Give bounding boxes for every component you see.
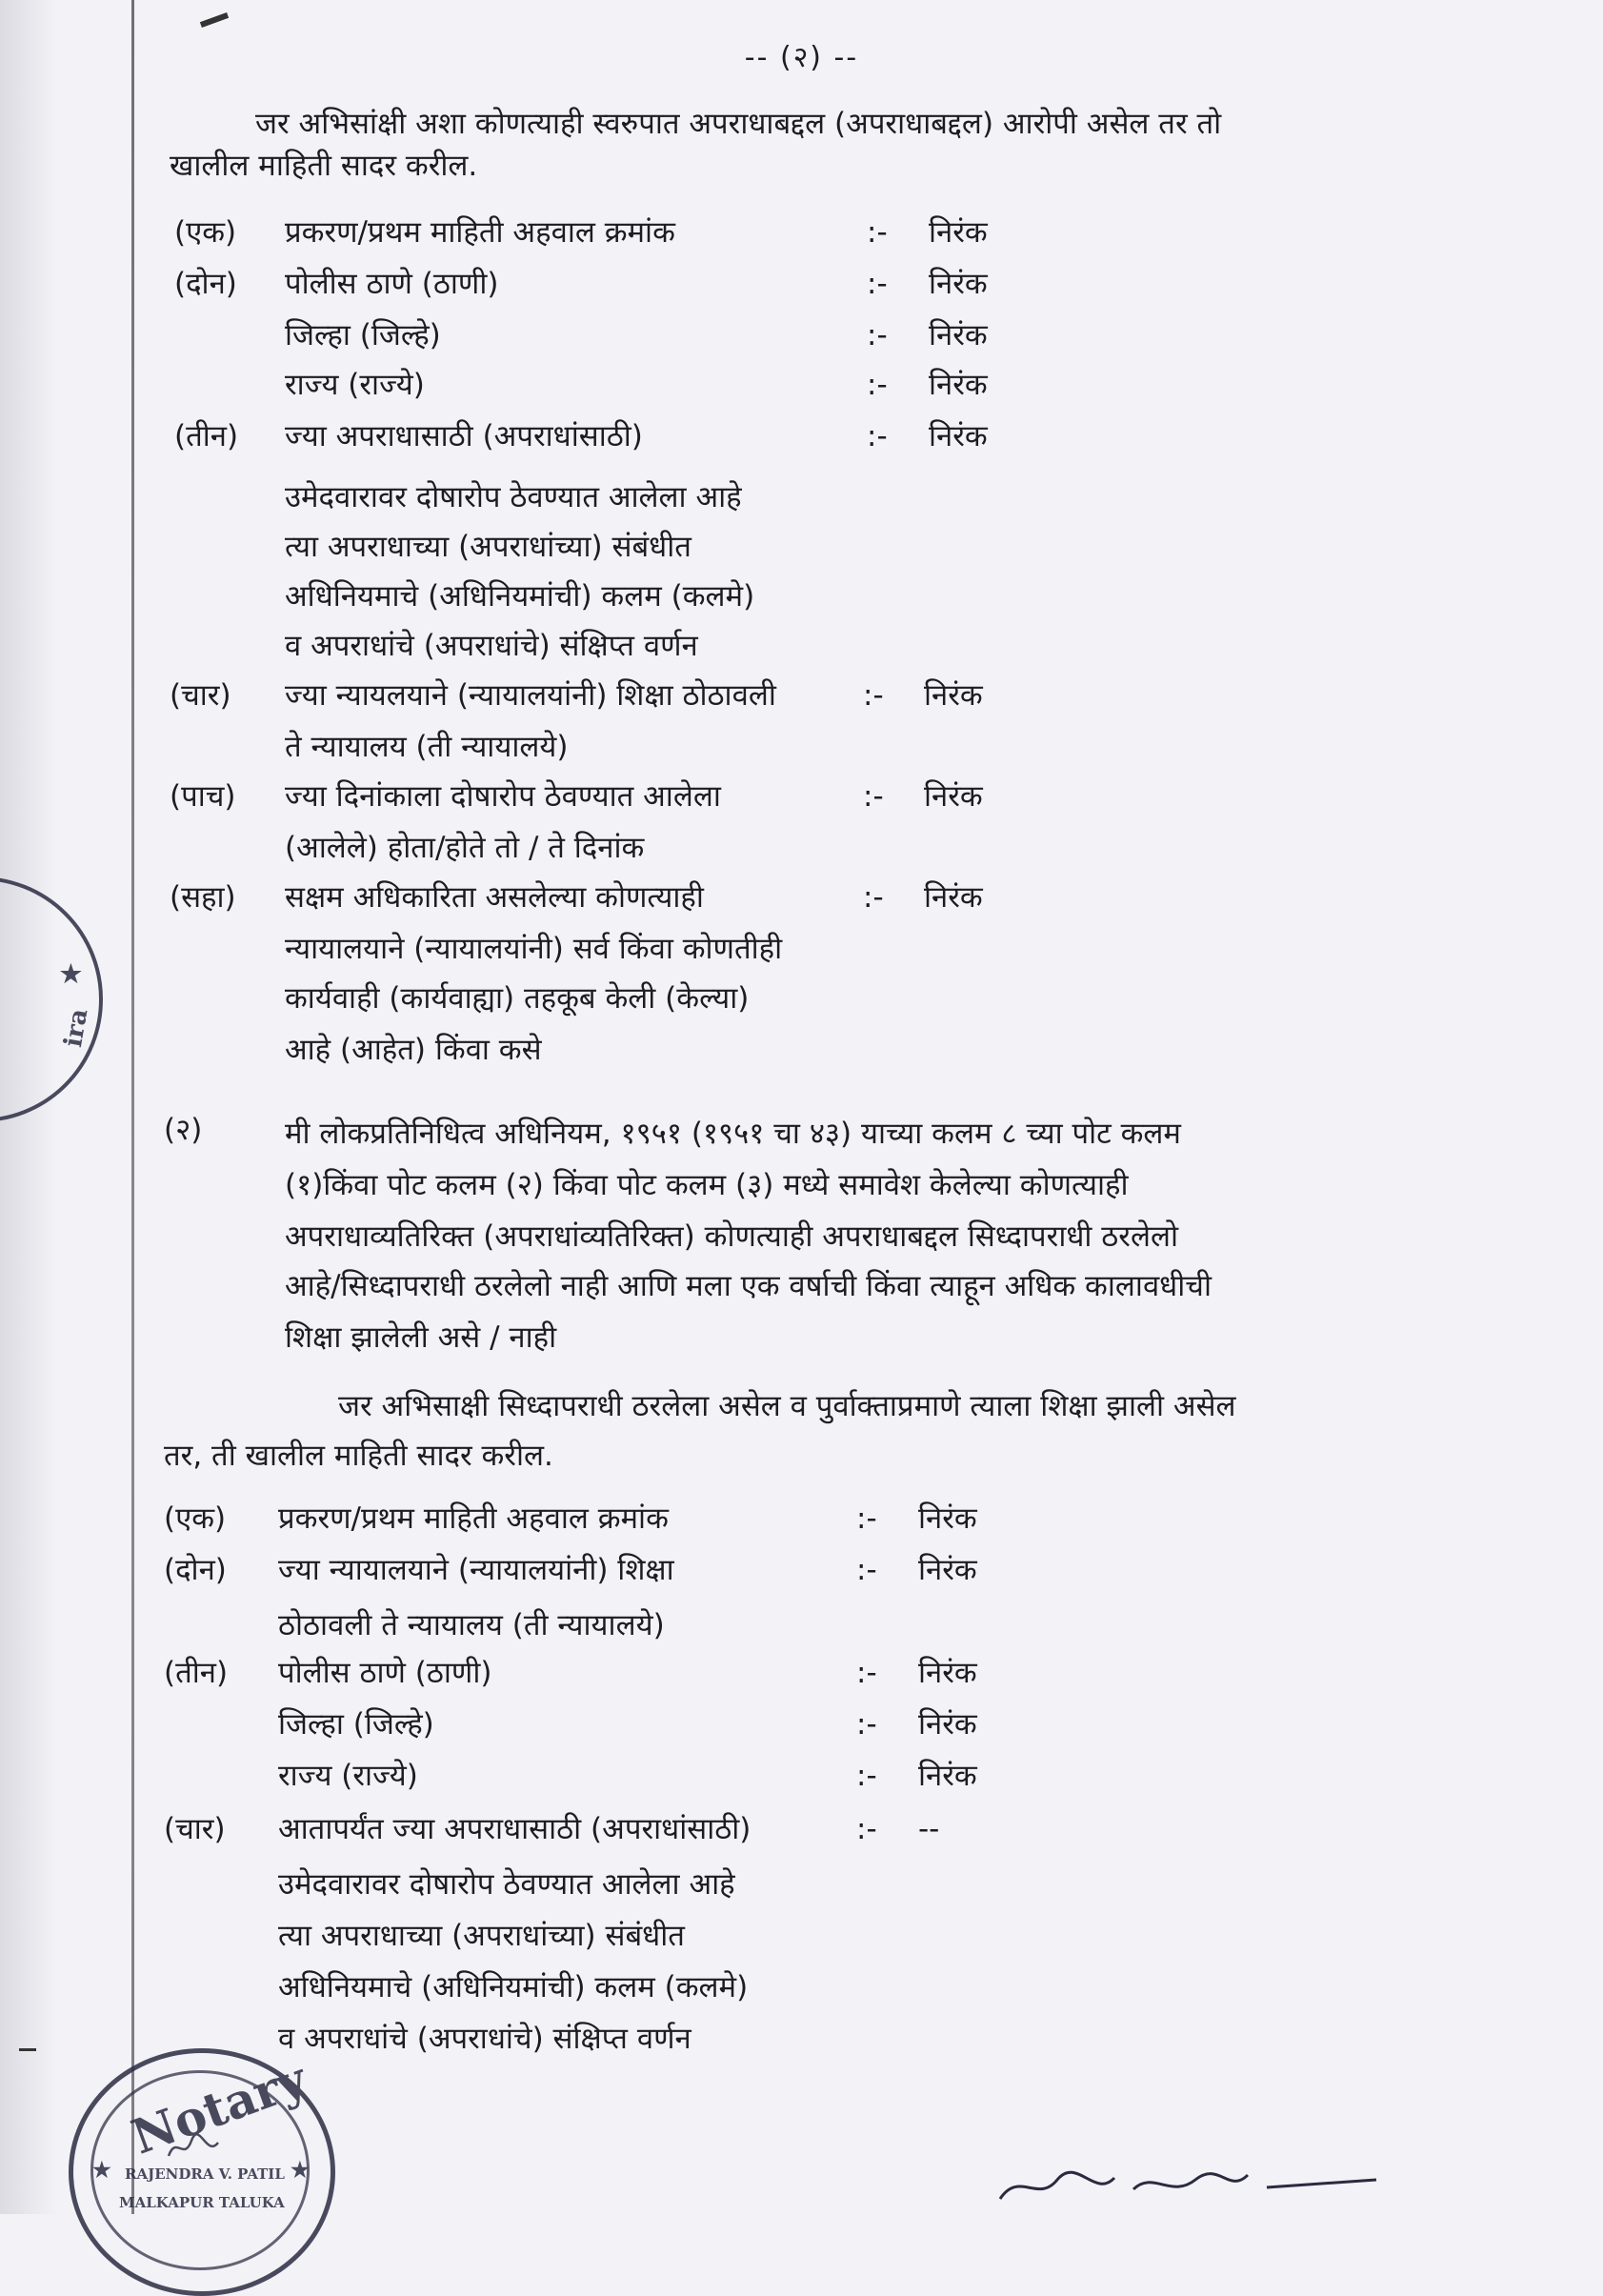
section2-line: मी लोकप्रतिनिधित्व अधिनियम, १९५१ (१९५१ चा ४३) याच्या कलम ८ च्या पोट कलम — [285, 1117, 1181, 1151]
section2-number: (२) — [164, 1113, 203, 1147]
item-label: ज्या न्यायलयाने (न्यायालयांनी) शिक्षा ठोठावली — [285, 678, 776, 713]
item-value: निरंक — [918, 1759, 977, 1793]
item-label-continued: अधिनियमाचे (अधिनियमांची) कलम (कलमे) — [285, 579, 755, 614]
item-separator: :- — [863, 678, 884, 713]
item-separator: :- — [856, 1656, 877, 1690]
item-value: निरंक — [929, 419, 988, 453]
scan-mark — [200, 12, 229, 28]
item-number: (दोन) — [164, 1553, 227, 1587]
item-label: पोलीस ठाणे (ठाणी) — [278, 1656, 492, 1690]
section3-intro-line2: तर, ती खालील माहिती सादर करील. — [164, 1439, 553, 1473]
item-value: निरंक — [929, 318, 988, 352]
star-icon: ★ — [92, 2158, 111, 2183]
item-separator: :- — [867, 318, 888, 352]
item-separator: :- — [856, 1759, 877, 1793]
item-label-continued: त्या अपराधाच्या (अपराधांच्या) संबंधीत — [285, 530, 691, 564]
item-number: (चार) — [170, 678, 231, 713]
item-separator: :- — [863, 880, 884, 915]
item-separator: :- — [856, 1812, 877, 1846]
item-label-continued: ठोठावली ते न्यायालय (ती न्यायालये) — [278, 1608, 665, 1642]
star-icon: ★ — [291, 2158, 310, 2183]
item-number: (तीन) — [174, 419, 239, 453]
item-number: (तीन) — [164, 1656, 229, 1690]
notary-stamp-place: MALKAPUR TALUKA — [119, 2194, 285, 2211]
item-separator: :- — [867, 215, 888, 250]
item-label: ज्या दिनांकाला दोषारोप ठेवण्यात आलेला — [285, 779, 721, 814]
item-number: (एक) — [174, 215, 237, 250]
section2-line: अपराधाव्यतिरिक्त (अपराधांव्यतिरिक्त) कोणत्याही अपराधाबद्दल सिध्दापराधी ठरलेलो — [285, 1219, 1179, 1254]
page-number-header: -- (२) -- — [744, 41, 859, 74]
item-value: निरंक — [924, 880, 983, 915]
item-label-continued: (आलेले) होता/होते तो / ते दिनांक — [285, 831, 645, 865]
item-label-continued: त्या अपराधाच्या (अपराधांच्या) संबंधीत — [278, 1919, 685, 1953]
item-separator: :- — [856, 1707, 877, 1742]
notary-stamp-name: RAJENDRA V. PATIL — [125, 2165, 285, 2183]
item-value: निरंक — [929, 267, 988, 301]
item-label-continued: उमेदवारावर दोषारोप ठेवण्यात आलेला आहे — [278, 1867, 735, 1902]
item-label: सक्षम अधिकारिता असलेल्या कोणत्याही — [285, 880, 704, 915]
item-label: राज्य (राज्ये) — [285, 368, 425, 402]
notary-stamp-title: Notary — [124, 2050, 314, 2165]
item-value: निरंक — [929, 368, 988, 402]
item-label: जिल्हा (जिल्हे) — [278, 1707, 434, 1742]
item-separator: :- — [856, 1501, 877, 1536]
item-separator: :- — [867, 419, 888, 453]
section2-line: शिक्षा झालेली असे / नाही — [285, 1320, 557, 1355]
star-icon: ★ — [59, 960, 82, 989]
item-label-continued: आहे (आहेत) किंवा कसे — [285, 1033, 542, 1067]
item-label: ज्या अपराधासाठी (अपराधांसाठी) — [285, 419, 643, 453]
item-label-continued: ते न्यायालय (ती न्यायालये) — [285, 730, 569, 764]
section3-intro-line1: जर अभिसाक्षी सिध्दापराधी ठरलेला असेल व पुर्वाक्ताप्रमाणे त्याला शिक्षा झाली असेल — [338, 1389, 1236, 1423]
item-label-continued: कार्यवाही (कार्यवाह्या) तहकूब केली (केल्या) — [285, 981, 750, 1016]
item-separator: :- — [856, 1553, 877, 1587]
side-seal — [0, 876, 103, 1122]
item-value: निरंक — [918, 1501, 977, 1536]
item-label: राज्य (राज्ये) — [278, 1759, 418, 1793]
item-value: -- — [918, 1812, 940, 1846]
item-label: प्रकरण/प्रथम माहिती अहवाल क्रमांक — [278, 1501, 669, 1536]
item-label: प्रकरण/प्रथम माहिती अहवाल क्रमांक — [285, 215, 675, 250]
item-number: (सहा) — [170, 880, 236, 915]
item-label-continued: व अपराधांचे (अपराधांचे) संक्षिप्त वर्णन — [278, 2022, 691, 2056]
item-number: (पाच) — [170, 779, 236, 814]
item-label-continued: अधिनियमाचे (अधिनियमांची) कलम (कलमे) — [278, 1970, 749, 2004]
section2-line: (१)किंवा पोट कलम (२) किंवा पोट कलम (३) मध्ये समावेश केलेल्या कोणत्याही — [285, 1168, 1129, 1202]
item-value: निरंक — [924, 779, 983, 814]
item-value: निरंक — [918, 1553, 977, 1587]
notary-initials-icon — [165, 2133, 222, 2164]
item-label: आतापर्यंत ज्या अपराधासाठी (अपराधांसाठी) — [278, 1812, 751, 1846]
margin-line — [131, 0, 134, 2214]
item-separator: :- — [867, 368, 888, 402]
item-label: पोलीस ठाणे (ठाणी) — [285, 267, 499, 301]
item-number: (दोन) — [174, 267, 237, 301]
notary-stamp — [69, 2048, 335, 2296]
item-number: (एक) — [164, 1501, 227, 1536]
item-label: जिल्हा (जिल्हे) — [285, 318, 441, 352]
item-label-continued: न्यायालयाने (न्यायालयांनी) सर्व किंवा कोणतीही — [285, 932, 783, 966]
item-separator: :- — [867, 267, 888, 301]
section1-intro-line1: जर अभिसांक्षी अशा कोणत्याही स्वरुपात अपराधाबद्दल (अपराधाबद्दल) आरोपी असेल तर तो — [255, 107, 1222, 141]
item-value: निरंक — [918, 1707, 977, 1742]
side-seal-text: ira — [58, 1006, 94, 1050]
item-value: निरंक — [929, 215, 988, 250]
scan-mark — [19, 2048, 36, 2051]
item-label-continued: उमेदवारावर दोषारोप ठेवण्यात आलेला आहे — [285, 480, 742, 514]
item-value: निरंक — [918, 1656, 977, 1690]
item-separator: :- — [863, 779, 884, 814]
item-value: निरंक — [924, 678, 983, 713]
item-label: ज्या न्यायालयाने (न्यायालयांनी) शिक्षा — [278, 1553, 674, 1587]
signature-icon — [991, 2161, 1391, 2208]
section1-intro-line2: खालील माहिती सादर करील. — [170, 149, 478, 183]
section2-line: आहे/सिध्दापराधी ठरलेलो नाही आणि मला एक वर्षाची किंवा त्याहून अधिक कालावधीची — [285, 1269, 1212, 1303]
item-number: (चार) — [164, 1812, 226, 1846]
item-label-continued: व अपराधांचे (अपराधांचे) संक्षिप्त वर्णन — [285, 629, 698, 663]
